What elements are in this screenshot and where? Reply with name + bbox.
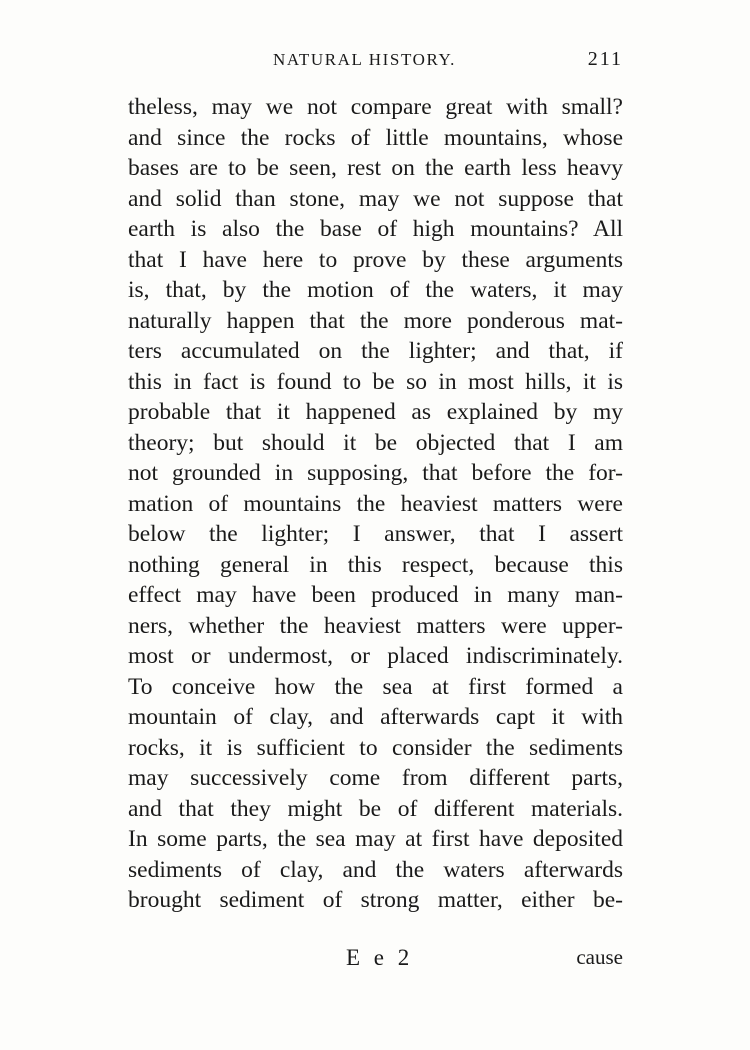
text-line: this in fact is found to be so in most hills, it is <box>128 368 623 395</box>
body-text <box>128 92 623 916</box>
text-line: theory; but should it be objected that I am <box>128 429 623 456</box>
text-line: earth is also the base of high mountains? All <box>128 216 623 242</box>
text-line: not grounded in supposing, that before the for- <box>128 460 623 486</box>
catchword: cause <box>576 945 623 969</box>
text-line: that I have here to prove by these arguments <box>128 246 623 273</box>
text-line: effect may have been produced in many man- <box>128 582 623 608</box>
text-line: mountain of clay, and afterwards capt it with <box>128 704 623 730</box>
text-line: ters accumulated on the lighter; and that, if <box>128 338 623 364</box>
text-line: brought sediment of strong matter, either be- <box>128 887 623 913</box>
running-head <box>128 48 623 76</box>
text-line: and solid than stone, may we not suppose that <box>128 185 623 212</box>
running-title: NATURAL HISTORY. <box>273 50 457 69</box>
text-line: probable that it happened as explained by my <box>128 399 623 425</box>
text-line: bases are to be seen, rest on the earth less heavy <box>128 155 623 181</box>
text-line: theless, may we not compare great with small? <box>128 94 623 120</box>
text-line: In some parts, the sea may at first have deposited <box>128 826 623 852</box>
text-line: and since the rocks of little mountains, whose <box>128 124 623 151</box>
page-number: 211 <box>587 48 623 70</box>
text-line: sediments of clay, and the waters afterwards <box>128 856 623 883</box>
text-line: naturally happen that the more ponderous mat- <box>128 307 623 334</box>
page-footer <box>128 945 623 979</box>
text-line: may successively come from different parts, <box>128 765 623 791</box>
text-line: is, that, by the motion of the waters, it may <box>128 277 623 303</box>
text-line: nothing general in this respect, because this <box>128 551 623 578</box>
text-line: rocks, it is sufficient to consider the sediments <box>128 734 623 761</box>
text-line: below the lighter; I answer, that I assert <box>128 521 623 547</box>
text-line: ners, whether the heaviest matters were upper- <box>128 612 623 639</box>
text-line: To conceive how the sea at first formed a <box>128 673 623 700</box>
text-line: most or undermost, or placed indiscriminately. <box>128 643 623 669</box>
signature-mark: E e 2 <box>346 945 414 970</box>
text-line: and that they might be of different materials. <box>128 795 623 822</box>
text-line: mation of mountains the heaviest matters were <box>128 490 623 517</box>
